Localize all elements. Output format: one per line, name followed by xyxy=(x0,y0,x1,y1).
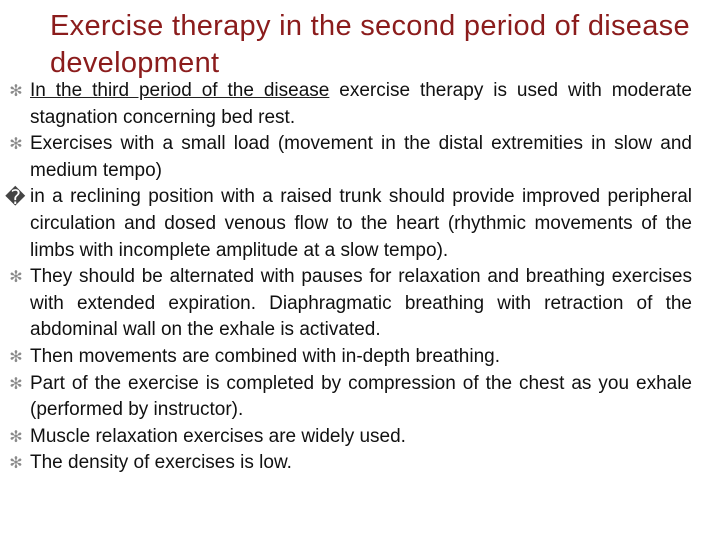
list-item-text: Exercises with a small load (movement in the distal extremities in slow and medium tempo) xyxy=(30,133,692,181)
asterisk-bullet-icon: ✻ xyxy=(9,426,23,446)
list-item xyxy=(0,184,720,264)
underlined-lead-text: In the third period of the disease xyxy=(30,80,330,101)
asterisk-bullet-icon: ✻ xyxy=(9,453,23,473)
list-item xyxy=(0,424,720,451)
list-item-text: Muscle relaxation exercises are widely used. xyxy=(30,425,406,447)
bullet-list xyxy=(0,78,720,477)
list-item xyxy=(0,78,720,131)
list-item-text: exercise therapy is used with moderate stagnation concerning bed rest. xyxy=(30,80,692,128)
list-item-text: in a reclining position with a raised trunk should provide improved peripheral circulation and dosed venous flow to the heart (rhythmic movements of the limbs with incomplete amplitude at a slow tempo). xyxy=(30,186,692,261)
list-item xyxy=(0,371,720,424)
slide-title: Exercise therapy in the second period of disease development xyxy=(50,10,690,79)
list-item xyxy=(0,131,720,184)
asterisk-bullet-icon: ✻ xyxy=(9,134,23,154)
list-item xyxy=(0,450,720,477)
asterisk-bullet-icon: ✻ xyxy=(9,346,23,366)
asterisk-bullet-icon: ✻ xyxy=(9,81,23,100)
list-item xyxy=(0,344,720,371)
asterisk-bullet-icon: ✻ xyxy=(9,373,23,393)
list-item-text: They should be alternated with pauses for relaxation and breathing exercises with extended expiration. Diaphragmatic breathing with retraction of the abdominal wall on the exhale is activated. xyxy=(30,266,692,341)
list-item xyxy=(0,264,720,344)
asterisk-bullet-icon: ✻ xyxy=(9,267,23,287)
missing-glyph-bullet-icon: � xyxy=(5,185,26,210)
list-item-text: Part of the exercise is completed by compression of the chest as you exhale (performed by instructor). xyxy=(30,372,692,421)
list-item-text: Then movements are combined with in-depth breathing. xyxy=(30,345,500,367)
list-item-text: The density of exercises is low. xyxy=(30,452,292,474)
